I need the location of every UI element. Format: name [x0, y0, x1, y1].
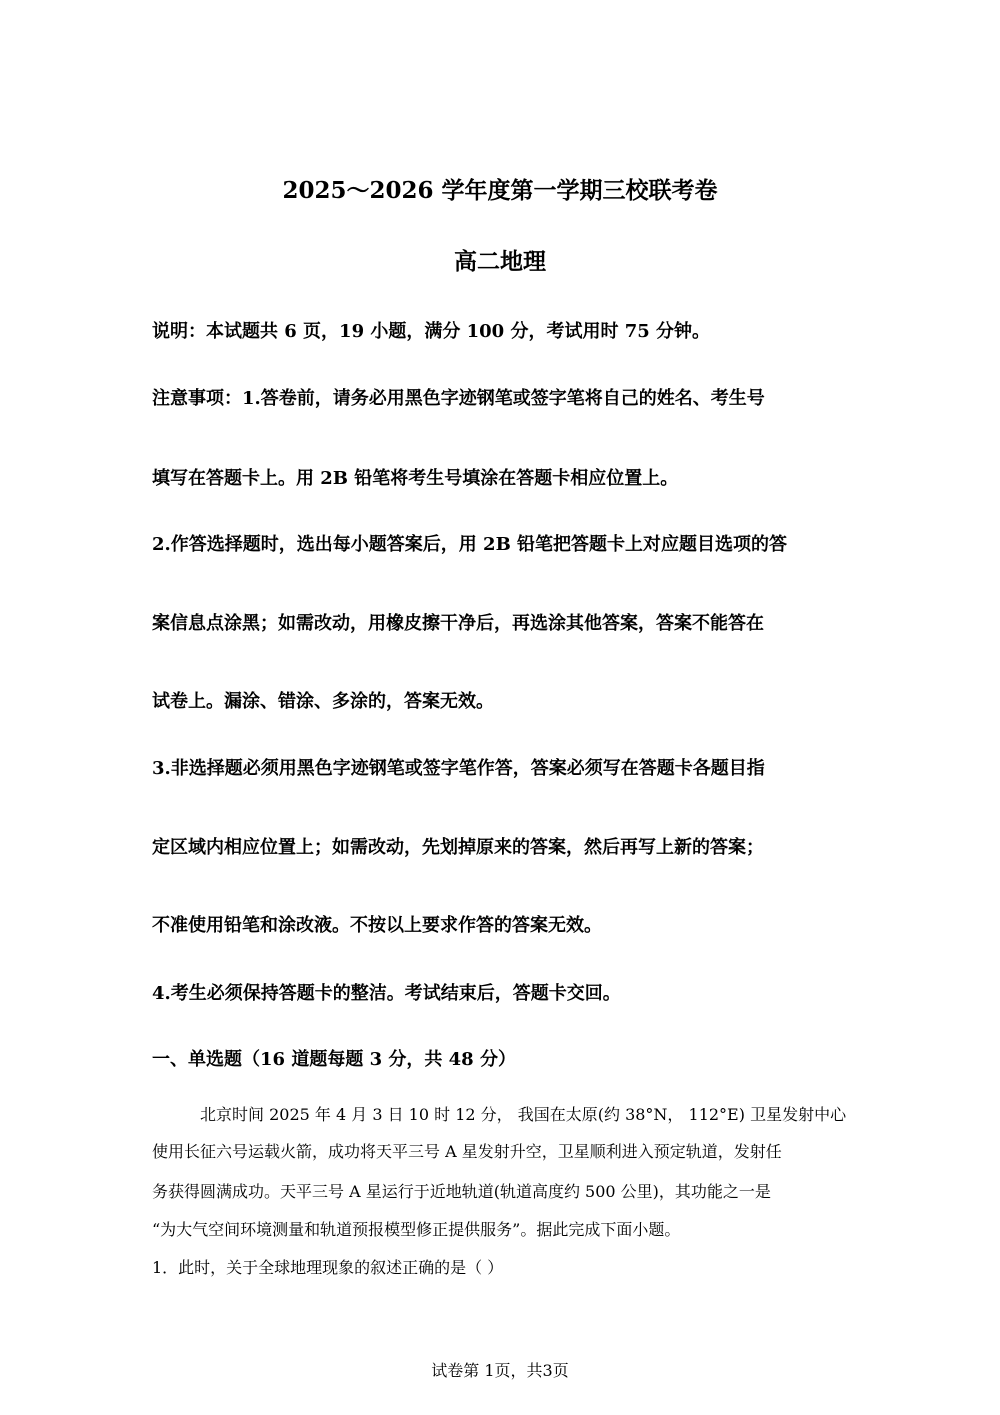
exam-subject: 高二地理	[454, 248, 546, 275]
passage-line: 务获得圆满成功。天平三号 A 星运行于近地轨道(轨道高度约 500 公里)，其功能之一是	[152, 1182, 771, 1201]
question-1: 1．此时，关于全球地理现象的叙述正确的是（ ）	[152, 1258, 504, 1277]
passage-line: 使用长征六号运载火箭，成功将天平三号 A 星发射升空，卫星顺利进入预定轨道，发射任	[152, 1142, 782, 1161]
instruction-line: 试卷上。漏涂、错涂、多涂的，答案无效。	[152, 691, 494, 712]
instruction-line: 3.非选择题必须用黑色字迹钢笔或签字笔作答，答案必须写在答题卡各题目指	[152, 758, 765, 779]
exam-title: 2025～2026 学年度第一学期三校联考卷	[282, 177, 718, 204]
instruction-line: 不准使用铅笔和涂改液。不按以上要求作答的答案无效。	[152, 915, 602, 936]
instruction-line: 2.作答选择题时，选出每小题答案后，用 2B 铅笔把答题卡上对应题目选项的答	[152, 534, 788, 555]
passage-line: “为大气空间环境测量和轨道预报模型修正提供服务”。据此完成下面小题。	[152, 1220, 681, 1239]
instruction-line: 定区域内相应位置上；如需改动，先划掉原来的答案，然后再写上新的答案；	[152, 837, 764, 858]
exam-note: 说明：本试题共 6 页，19 小题，满分 100 分，考试用时 75 分钟。	[152, 321, 711, 342]
instruction-line: 注意事项：1.答卷前，请务必用黑色字迹钢笔或签字笔将自己的姓名、考生号	[152, 388, 765, 409]
passage-line: 北京时间 2025 年 4 月 3 日 10 时 12 分， 我国在太原(约 38°N， 112°E) 卫星发射中心	[200, 1105, 847, 1124]
section-heading: 一、单选题（16 道题每题 3 分，共 48 分）	[152, 1049, 516, 1070]
page-footer: 试卷第 1页，共3页	[431, 1361, 569, 1380]
instruction-line: 填写在答题卡上。用 2B 铅笔将考生号填涂在答题卡相应位置上。	[152, 468, 679, 489]
instruction-line: 4.考生必须保持答题卡的整洁。考试结束后，答题卡交回。	[152, 983, 621, 1004]
instruction-line: 案信息点涂黑；如需改动，用橡皮擦干净后，再选涂其他答案，答案不能答在	[152, 613, 764, 634]
